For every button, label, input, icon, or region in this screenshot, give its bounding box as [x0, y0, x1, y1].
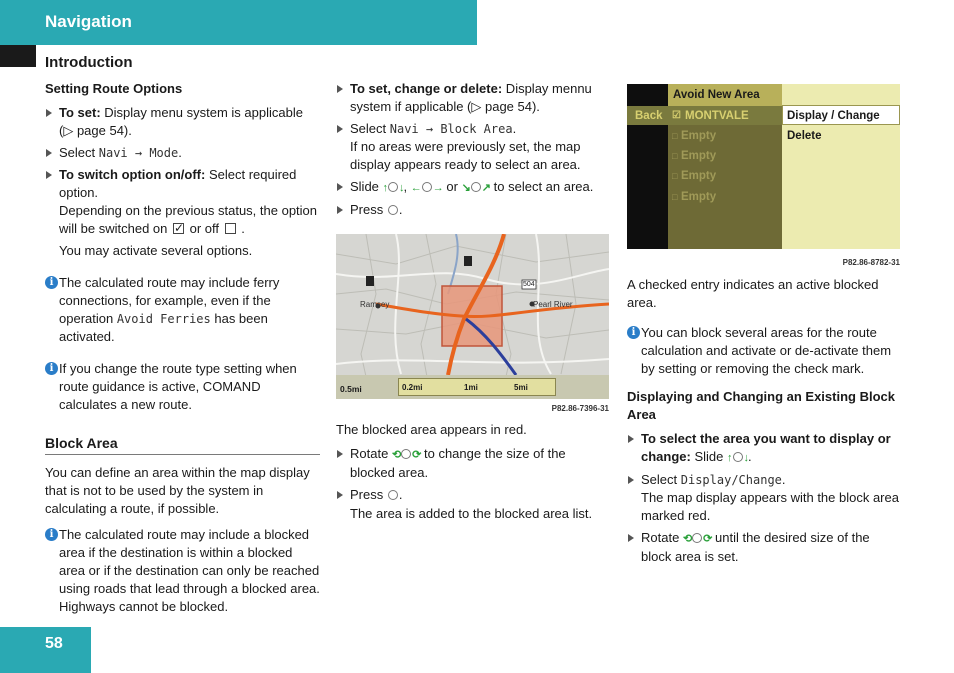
- step-text: Slide: [350, 179, 383, 194]
- column-middle: [336, 80, 611, 527]
- slide-updown-icon: ↑ ↓: [382, 182, 404, 194]
- menu-path: Navi → Mode: [98, 146, 179, 160]
- step-text: until the desired size of the block area is set.: [641, 530, 870, 564]
- press-knob-icon: [387, 487, 399, 505]
- rotate-knob-icon: ⟲ ⟳: [391, 449, 421, 461]
- map-zoom-bar[interactable]: [336, 375, 609, 399]
- map-label-pearl-river: Pearl River: [533, 300, 573, 309]
- step-text: Display mennu system if applicable (▷ page 54).: [350, 81, 592, 114]
- map-figure: [336, 234, 611, 413]
- step-text: Select: [59, 145, 99, 160]
- sub-text: or off: [189, 221, 220, 236]
- step-text: .: [781, 472, 786, 487]
- step-label: To set:: [59, 105, 101, 120]
- avoid-area-menu: [627, 84, 900, 249]
- step-to-set: [45, 104, 320, 140]
- map-label-ramsey: Ramsey: [360, 300, 390, 309]
- step-select-block-area: [336, 120, 611, 174]
- sub-text: Depending on the previous status, the option will be switched on: [59, 203, 318, 236]
- info-icon: i: [627, 326, 640, 339]
- step-label: To select the area you want to display or change:: [641, 431, 891, 464]
- page-number: 58: [45, 635, 63, 652]
- section-marker: [0, 45, 36, 67]
- delete-button[interactable]: Delete: [787, 130, 822, 142]
- info-icon: i: [45, 362, 58, 375]
- menu-title: Avoid New Area: [673, 89, 760, 101]
- checked-entry-note: A checked entry indicates an active blocked area.: [627, 277, 879, 310]
- step-text: Slide: [690, 449, 724, 464]
- slide-updown-icon: ↑ ↓: [727, 452, 748, 464]
- step-text: or: [446, 179, 458, 194]
- step-sub: The map display appears with the block area marked red.: [641, 490, 899, 523]
- option-name: Avoid Ferries: [116, 312, 211, 326]
- info-note-blocked-destination: [45, 526, 320, 616]
- area-entry-empty[interactable]: Empty: [681, 130, 717, 142]
- info-text: If you change the route type setting when route guidance is active, COMAND calculates a new route.: [59, 361, 297, 412]
- area-entry-montvale[interactable]: MONTVALE: [685, 110, 749, 122]
- scale-option[interactable]: 0.2mi: [402, 383, 423, 392]
- rotate-knob-icon: ⟲ ⟳: [682, 533, 712, 545]
- step-text: to change the size of the blocked area.: [350, 446, 566, 480]
- slide-diagonal-icon: ↘ ↗: [461, 182, 491, 194]
- step-rotate: [336, 445, 611, 482]
- step-text: Display menu system is applicable (▷ page 54).: [59, 105, 303, 138]
- column-right: [627, 82, 902, 570]
- menu-path: Display/Change: [680, 473, 782, 487]
- step-sub: If no areas were previously set, the map display appears ready to select an area.: [350, 139, 581, 172]
- step-rotate-size: [627, 529, 902, 566]
- press-knob-icon: [387, 202, 399, 220]
- step-switch-option: [45, 166, 320, 260]
- info-icon: i: [45, 276, 58, 289]
- slide-leftright-icon: ← →: [410, 182, 443, 194]
- figure-id: P82.86-7396-31: [551, 404, 609, 413]
- step-text: Press: [350, 487, 384, 502]
- heading-display-change: Displaying and Changing an Existing Block Area: [627, 389, 895, 422]
- info-note-route-type: [45, 360, 320, 414]
- step-text: to select an area.: [493, 179, 594, 194]
- info-note-ferries: [45, 274, 320, 346]
- route-badge: 504: [523, 281, 535, 288]
- section-title: Introduction: [45, 54, 133, 71]
- info-text: You can block several areas for the route calculation and activate or de-activate them by setting or removing the check mark.: [641, 325, 892, 376]
- current-scale: 0.5mi: [340, 384, 362, 394]
- column-left: [45, 80, 320, 626]
- step-press: [336, 201, 611, 220]
- step-text: Select: [641, 472, 681, 487]
- map-caption: The blocked area appears in red.: [336, 422, 527, 437]
- step-select-area: [627, 430, 902, 467]
- step-label: To switch option on/off:: [59, 167, 206, 182]
- step-text: .: [512, 121, 517, 136]
- empty-box-icon: □: [672, 171, 678, 181]
- block-area-intro: You can define an area within the map display that is not to be used by the system in calculating a route, if possible.: [45, 465, 310, 516]
- step-sub: [59, 202, 320, 238]
- step-text: .: [748, 449, 752, 464]
- step-sub: The area is added to the blocked area list.: [350, 506, 593, 521]
- checkmark-icon: ☑: [672, 110, 681, 121]
- step-text: Select required option.: [59, 167, 297, 200]
- display-change-button[interactable]: Display / Change: [787, 110, 880, 122]
- empty-box-icon: □: [672, 151, 678, 161]
- step-text: Rotate: [641, 530, 680, 545]
- scale-option[interactable]: 5mi: [514, 383, 528, 392]
- step-select-display-change: [627, 471, 902, 525]
- step-label: To set, change or delete:: [350, 81, 503, 96]
- step-press-confirm: [336, 486, 611, 523]
- back-button[interactable]: Back: [635, 110, 663, 122]
- figure-id: P82.86-8782-31: [842, 258, 900, 267]
- menu-figure: [627, 84, 902, 267]
- empty-box-icon: □: [672, 192, 678, 202]
- scale-option[interactable]: 1mi: [464, 383, 478, 392]
- menu-path: Navi → Block Area: [389, 122, 513, 136]
- heading-block-area: Block Area: [45, 434, 320, 455]
- step-sub: You may activate several options.: [59, 243, 253, 258]
- area-entry-empty[interactable]: Empty: [681, 170, 717, 182]
- step-set-change-delete: [336, 80, 611, 116]
- step-slide: Slide ↑ ↓, ← → or ↘ ↗ to select an area.: [336, 178, 611, 197]
- info-note-several-areas: [627, 324, 902, 378]
- step-text: Select: [350, 121, 390, 136]
- chapter-title: Navigation: [45, 12, 132, 31]
- step-text: .: [398, 487, 403, 502]
- sub-text: .: [241, 221, 245, 236]
- area-entry-empty[interactable]: Empty: [681, 191, 717, 203]
- step-text: Rotate: [350, 446, 389, 461]
- info-icon: i: [45, 528, 58, 541]
- checkbox-unchecked-icon: [225, 223, 236, 234]
- map-display: [336, 234, 609, 399]
- step-text: .: [178, 145, 182, 160]
- step-text: Press: [350, 202, 384, 217]
- info-text: The calculated route may include ferry connections, for example, even if the operation: [59, 275, 280, 326]
- step-text: .: [398, 202, 403, 217]
- info-text: has been activated.: [59, 311, 268, 344]
- step-select-mode: [45, 144, 320, 162]
- info-text: The calculated route may include a blocked area if the destination is within a blocked area or if the destination can only be reached using roads that lead through a blocked area. Highways cannot be blocked.: [59, 527, 320, 614]
- heading-setting-route-options: Setting Route Options: [45, 81, 183, 96]
- checkbox-checked-icon: [173, 223, 184, 234]
- area-entry-empty[interactable]: Empty: [681, 150, 717, 162]
- empty-box-icon: □: [672, 131, 678, 141]
